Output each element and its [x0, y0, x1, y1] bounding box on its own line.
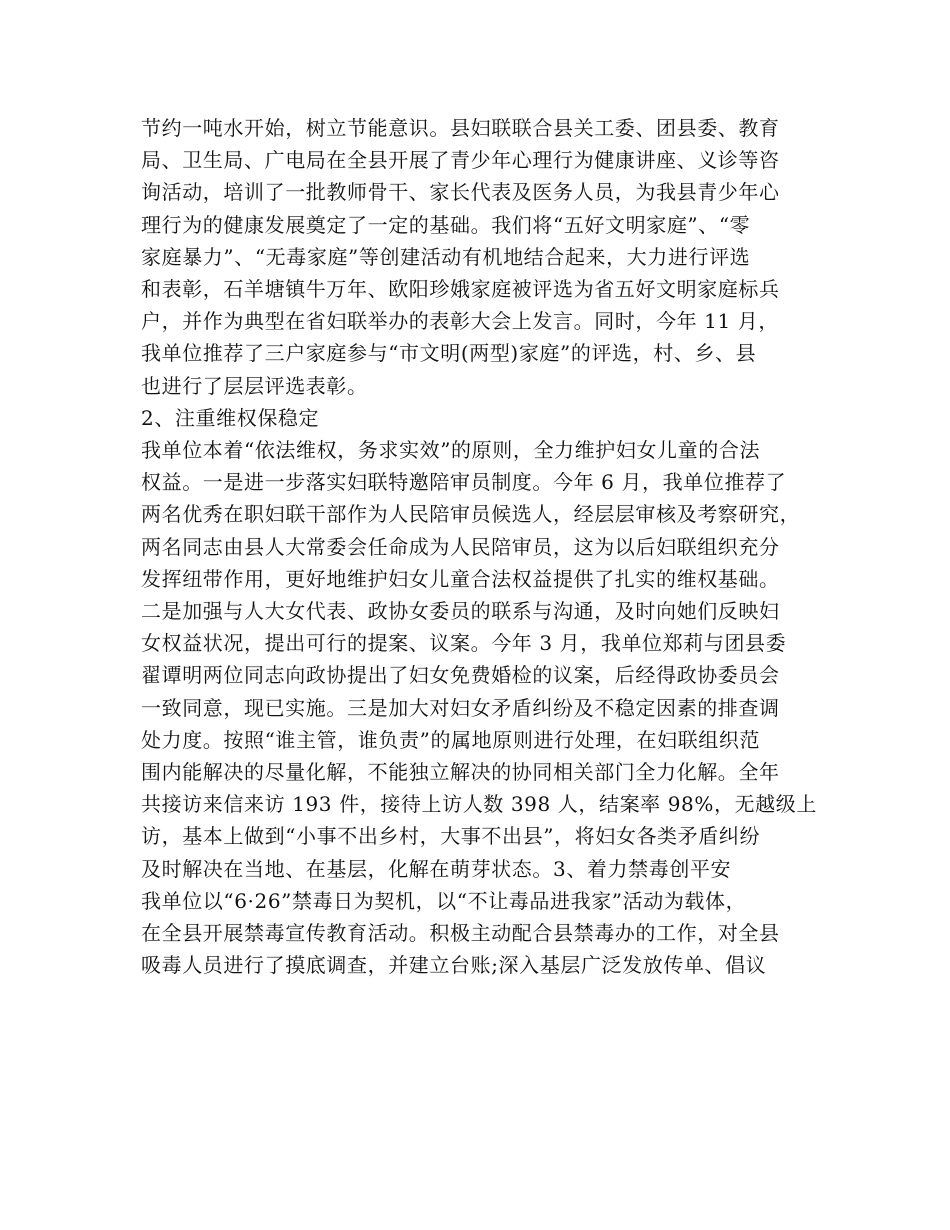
- text-line: 理行为的健康发展奠定了一定的基础。我们将“五好文明家庭”、“零: [141, 212, 751, 237]
- text-line: 户，并作为典型在省妇联举办的表彰大会上发言。同时，今年 11 月，: [141, 309, 779, 334]
- text-line: 及时解决在当地、在基层，化解在萌芽状态。3、着力禁毒创平安: [141, 856, 732, 881]
- text-line: 两名优秀在职妇联干部作为人民陪审员候选人，经层层审核及考察研究，: [141, 502, 801, 527]
- text-line: 在全县开展禁毒宣传教育活动。积极主动配合县禁毒办的工作，对全县: [141, 921, 780, 946]
- text-line: 两名同志由县人大常委会任命成为人民陪审员，这为以后妇联组织充分: [141, 534, 780, 559]
- text-line: 和表彰，石羊塘镇牛万年、欧阳珍娥家庭被评选为省五好文明家庭标兵: [141, 277, 780, 302]
- text-line: 共接访来信来访 193 件，接待上访人数 398 人，结案率 98%，无越级上: [141, 792, 817, 817]
- text-line: 发挥纽带作用，更好地维护妇女儿童合法权益提供了扎实的维权基础。: [141, 566, 780, 591]
- text-line: 家庭暴力”、“无毒家庭”等创建活动有机地结合起来，大力进行评选: [141, 244, 751, 269]
- text-line: 节约一吨水开始，树立节能意识。县妇联联合县关工委、团县委、教育: [141, 116, 780, 140]
- text-line: 二是加强与人大女代表、政协女委员的联系与沟通，及时向她们反映妇: [141, 599, 780, 624]
- text-line: 我单位以“6·26”禁毒日为契机，以“不让毒品进我家”活动为载体，: [141, 888, 747, 913]
- text-line: 权益。一是进一步落实妇联特邀陪审员制度。今年 6 月，我单位推荐了: [141, 470, 787, 495]
- text-line: 询活动，培训了一批教师骨干、家长代表及医务人员，为我县青少年心: [141, 180, 780, 205]
- text-line: 局、卫生局、广电局在全县开展了青少年心理行为健康讲座、义诊等咨: [141, 148, 780, 173]
- body-text: [141, 112, 821, 981]
- text-line: 我单位本着“依法维权，务求实效”的原则，全力维护妇女儿童的合法: [141, 438, 761, 463]
- section-heading: 2、注重维权保稳定: [141, 405, 320, 430]
- text-line: 一致同意，现已实施。三是加大对妇女矛盾纠纷及不稳定因素的排查调: [141, 695, 780, 720]
- text-line: 围内能解决的尽量化解，不能独立解决的协同相关部门全力化解。全年: [141, 760, 780, 785]
- text-line: 吸毒人员进行了摸底调查，并建立台账;深入基层广泛发放传单、倡议: [141, 953, 767, 978]
- text-line: 女权益状况，提出可行的提案、议案。今年 3 月，我单位郑莉与团县委: [141, 631, 787, 656]
- text-line: 处力度。按照“谁主管，谁负责”的属地原则进行处理，在妇联组织范: [141, 727, 761, 752]
- text-line: 也进行了层层评选表彰。: [141, 373, 368, 398]
- text-line: 翟谭明两位同志向政协提出了妇女免费婚检的议案，后经得政协委员会: [141, 663, 780, 688]
- text-line: 访，基本上做到“小事不出乡村，大事不出县”，将妇女各类矛盾纠纷: [141, 824, 761, 849]
- text-line: 我单位推荐了三户家庭参与“市文明(两型)家庭”的评选，村、乡、县: [141, 341, 757, 366]
